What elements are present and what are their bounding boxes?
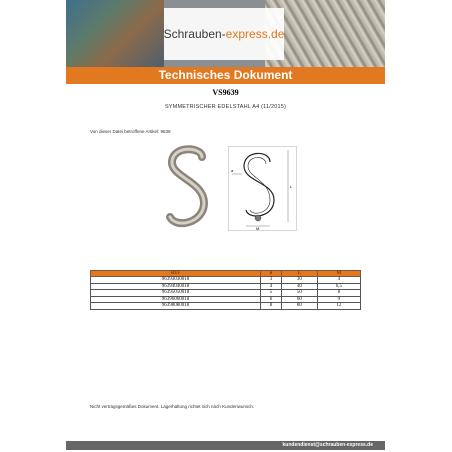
table-cell: 5 bbox=[261, 290, 282, 297]
table-cell: 3 bbox=[261, 277, 282, 284]
table-cell: 8 bbox=[261, 303, 282, 310]
s-hook-photo bbox=[158, 143, 218, 233]
column-header-ref: REF bbox=[91, 271, 261, 277]
table-cell: 30 bbox=[281, 277, 317, 284]
logo bbox=[164, 8, 284, 60]
table-cell: 96393030018 bbox=[91, 277, 261, 284]
logo-accent-text: express.de bbox=[225, 27, 285, 41]
table-cell: 12 bbox=[317, 303, 360, 310]
table-row bbox=[91, 303, 361, 310]
table-cell: 9 bbox=[317, 296, 360, 303]
page-title: Technisches Dokument bbox=[66, 67, 385, 84]
header-photo-tools bbox=[66, 0, 164, 67]
table-cell: 50 bbox=[281, 290, 317, 297]
table-cell: 8 bbox=[317, 290, 360, 297]
logo-main-text: Schrauben- bbox=[163, 27, 226, 41]
customer-service-email[interactable]: kundendienst@schrauben-express.de bbox=[282, 442, 373, 448]
column-header-length: L bbox=[281, 271, 317, 277]
table-cell: 96396060018 bbox=[91, 296, 261, 303]
footer-bar bbox=[66, 441, 385, 450]
table-cell: 40 bbox=[281, 283, 317, 290]
table-cell: 4 bbox=[261, 283, 282, 290]
table-cell: 4 bbox=[317, 277, 360, 284]
table-cell: 60 bbox=[281, 296, 317, 303]
specifications-table bbox=[90, 270, 361, 310]
document-code: VS9639 bbox=[212, 88, 239, 97]
table-cell: 96394040018 bbox=[91, 283, 261, 290]
footer-note: Nicht vertragsgemäßes Dokument. Lagerhaltung richtet sich nach Kundenwunsch. bbox=[90, 404, 255, 409]
table-cell: 96395050018 bbox=[91, 290, 261, 297]
column-header-diameter: ø bbox=[261, 271, 282, 277]
s-hook-technical-drawing bbox=[228, 146, 298, 231]
table-cell: 96398080018 bbox=[91, 303, 261, 310]
dimension-m: M bbox=[256, 226, 260, 231]
table-cell: 80 bbox=[281, 303, 317, 310]
dimension-l: L bbox=[290, 184, 293, 189]
table-cell: 6 bbox=[261, 296, 282, 303]
dimension-a: a bbox=[231, 168, 234, 173]
affected-articles: Von dieser Datei betroffene Artikel: 9639 bbox=[90, 129, 171, 134]
column-header-m: M bbox=[317, 271, 360, 277]
document-subtitle: SYMMETRISCHER EDELSTAHL A4 (11/2015) bbox=[164, 104, 287, 110]
table-cell: 6,5 bbox=[317, 283, 360, 290]
header-banner bbox=[66, 0, 385, 67]
